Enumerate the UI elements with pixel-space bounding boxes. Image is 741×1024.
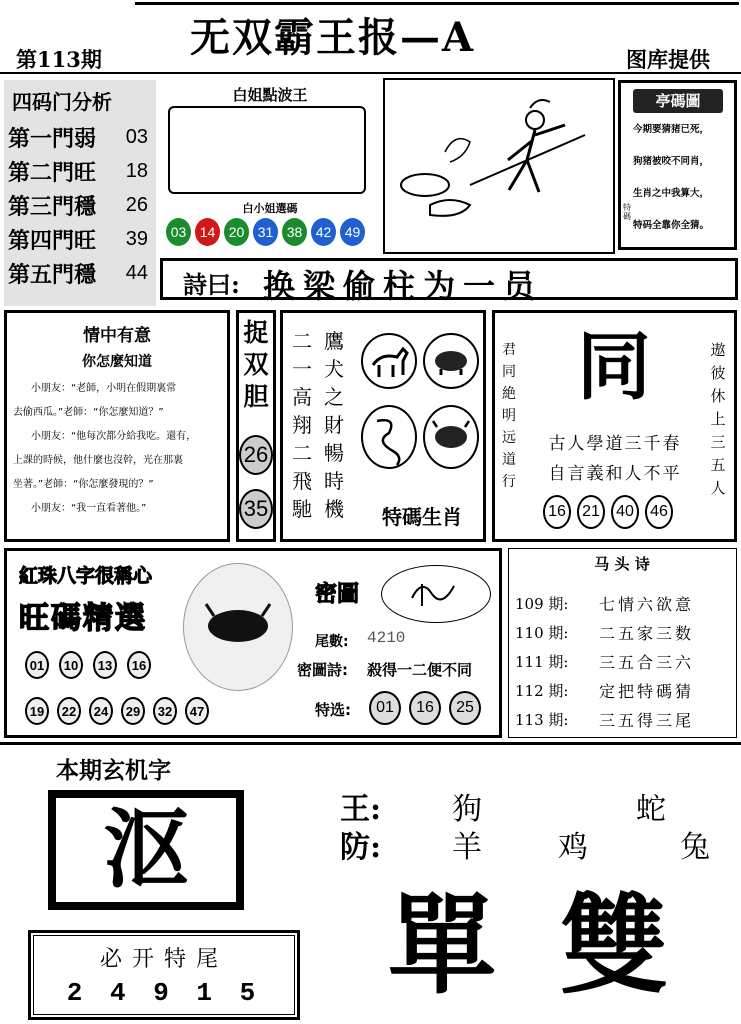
story-line: 小朋友：“老師，小明在假期裏常: [31, 383, 177, 394]
fang-label: 防:: [340, 830, 382, 865]
special-zodiac-panel: [280, 310, 486, 542]
analysis-panel: [4, 80, 156, 306]
tong-line-2: 自言義和人不平: [548, 464, 682, 484]
horse-poem-text: 定把特碼猜: [599, 682, 695, 701]
bai-jie-subtitle: 白小姐選碼: [242, 202, 298, 215]
number-ball: 21: [577, 495, 605, 529]
story-panel: [4, 310, 230, 542]
provider-label: 图库提供: [626, 47, 710, 72]
tail-digit-label: 必开特尾: [99, 947, 228, 972]
secret-code-line: 生肖之中我算大，: [633, 188, 710, 199]
analysis-row: [8, 120, 154, 154]
red-ball-label: 旺碼精選: [19, 601, 147, 636]
story-title: 情中有意: [83, 326, 151, 346]
xuan-ji-char: 沤: [103, 799, 189, 900]
secret-code-panel: [618, 80, 737, 250]
shuang-char: 雙: [560, 883, 669, 1009]
story-line: 坐著。”老師：“你怎麼發現的？”: [13, 479, 154, 490]
gate-label: 第二門旺: [8, 159, 97, 186]
horse-poem-row: [515, 676, 731, 705]
bull-emblem: [183, 563, 293, 691]
gate-value: 44: [125, 261, 148, 284]
tong-panel: [492, 310, 737, 542]
wang-label: 王:: [340, 792, 382, 827]
number-ball: 16: [127, 651, 151, 679]
poem-prefix: 詩曰:: [183, 270, 240, 299]
number-ball: 35: [239, 489, 273, 529]
horse-poem-row: [515, 589, 731, 618]
horse-poem-issue: 113 期:: [515, 711, 569, 729]
fang-item: 鸡: [558, 830, 588, 865]
analysis-list: [8, 120, 154, 290]
analysis-row: [8, 256, 154, 290]
number-ball: 46: [645, 495, 673, 529]
gate-label: 第四門旺: [8, 227, 97, 254]
fang-item: 羊: [452, 830, 482, 865]
mi-tu-poem-text: 殺得一二便不同: [367, 661, 473, 679]
horse-poem-panel: [508, 548, 737, 738]
tail-label: 尾數:: [315, 634, 349, 650]
poem-text: 换梁偷柱为一员: [263, 267, 544, 305]
mi-tu-sketch: [381, 565, 491, 623]
number-ball: 10: [59, 651, 83, 679]
gate-value: 26: [125, 193, 148, 216]
number-ball: 40: [611, 495, 639, 529]
story-line: 小朋友：“他每次都分給我吃。還有，: [31, 431, 197, 442]
number-ball: 01: [369, 691, 401, 725]
analysis-row: [8, 222, 154, 256]
secret-code-line: 狗猪被咬不同肖，: [633, 156, 710, 167]
pig-icon: [423, 333, 479, 389]
bottom-section-rule: [0, 742, 741, 745]
story-body: [13, 379, 227, 523]
horse-poem-text: 二五家三数: [599, 624, 695, 643]
analysis-row: [8, 154, 154, 188]
number-ball: 22: [57, 697, 81, 725]
analysis-title: 四码门分析: [12, 90, 112, 114]
dragon-icon: [361, 405, 417, 469]
secret-code-side: 特碼: [623, 203, 631, 221]
number-ball: 31: [253, 218, 278, 246]
number-ball: 26: [239, 435, 273, 475]
number-ball: 25: [449, 691, 481, 725]
gate-value: 03: [125, 125, 148, 148]
special-pick-label: 特选:: [315, 701, 351, 719]
number-ball: 01: [25, 651, 49, 679]
story-line: 小朋友：“我一直看著他。”: [31, 503, 147, 514]
tong-left-vertical: 君同絶明远道行: [502, 342, 516, 490]
horse-poem-text: 三五合三六: [599, 653, 695, 672]
secret-code-lines: [633, 121, 735, 249]
wang-item: 蛇: [636, 792, 666, 827]
number-ball: 16: [409, 691, 441, 725]
gate-label: 第三門穩: [8, 193, 97, 220]
gate-label: 第一門弱: [8, 125, 97, 152]
number-ball: 42: [311, 218, 336, 246]
secret-code-title: 亭碼圖: [633, 89, 723, 113]
number-ball: 20: [224, 218, 249, 246]
horse-poem-row: [515, 618, 731, 647]
horse-poem-issue: 112 期:: [515, 682, 569, 700]
red-ball-title: 紅珠八字很稱心: [19, 565, 153, 587]
red-ball-row-1: [25, 651, 151, 679]
page-title: 无双霸王报—A: [190, 14, 476, 61]
red-ball-panel: [4, 548, 502, 738]
special-pick-balls: [369, 691, 481, 725]
issue-number: 第113期: [16, 47, 102, 72]
ox-icon: [423, 405, 479, 469]
number-ball: 32: [153, 697, 177, 725]
horse-poem-issue: 110 期:: [515, 624, 569, 642]
wang-row: [340, 784, 730, 827]
horse-poem-text: 三五得三尾: [599, 711, 695, 730]
poem-banner: [160, 258, 738, 305]
horse-poem-row: [515, 647, 731, 676]
number-ball: 19: [25, 697, 49, 725]
header-line: [0, 72, 741, 74]
secret-code-line: 特码全靠你全猜。: [633, 220, 710, 231]
number-ball: 49: [340, 218, 365, 246]
xuan-ji-box: [48, 790, 244, 910]
story-subtitle: 你怎麼知道: [82, 354, 152, 370]
number-ball: 29: [121, 697, 145, 725]
zodiac-col-2: 鷹犬之財暢時機: [324, 329, 344, 521]
tail-value: 4210: [367, 629, 406, 647]
gate-label: 第五門穩: [8, 261, 97, 288]
special-zodiac-label: 特碼生肖: [382, 505, 462, 529]
bai-jie-title: 白姐點波王: [232, 86, 308, 104]
horse-poem-text: 七情六欲意: [599, 595, 695, 614]
header-rule: [135, 2, 739, 5]
analysis-row: [8, 188, 154, 222]
bai-jie-balls: [166, 218, 365, 246]
secret-code-line: 今期要猜猪已死，: [633, 124, 710, 135]
illustration-panel: [383, 78, 615, 254]
horse-poem-issue: 109 期:: [515, 595, 569, 613]
tail-digit-box: [30, 932, 298, 1018]
number-ball: 14: [195, 218, 220, 246]
number-ball: 03: [166, 218, 191, 246]
bai-jie-panel: [160, 80, 380, 256]
mi-tu-title: 密圖: [315, 581, 360, 607]
number-ball: 38: [282, 218, 307, 246]
fang-item: 兔: [680, 830, 710, 865]
gate-value: 18: [125, 159, 148, 182]
number-ball: 47: [185, 697, 209, 725]
tong-balls: [543, 495, 673, 529]
tail-digit-values: 2 4 9 1 5: [66, 978, 262, 1008]
tong-right-vertical: 遨彼休上三五人: [710, 341, 726, 497]
dan-char: 單: [388, 883, 497, 1009]
red-ball-row-2: [25, 697, 209, 725]
number-ball: 13: [93, 651, 117, 679]
catch-double-panel: [236, 310, 276, 542]
horse-poem-title: 马 头 诗: [594, 555, 650, 573]
story-line: 去偷西瓜。”老師：“你怎麼知道？”: [13, 407, 164, 418]
number-ball: 16: [543, 495, 571, 529]
horse-poem-issue: 111 期:: [515, 653, 569, 671]
horse-poem-row: [515, 705, 731, 734]
mi-tu-poem-label: 密圖詩:: [297, 661, 348, 679]
horse-poem-list: [515, 589, 731, 734]
gate-value: 39: [125, 227, 148, 250]
tong-big-char: 同: [577, 324, 651, 410]
story-line: 上課的時候，他什麼也沒幹，光在那裏: [13, 455, 183, 466]
zodiac-col-1: 二一高翔二飛馳: [292, 329, 312, 521]
catch-double-title: 捉双胆: [243, 318, 269, 411]
horse-icon: [361, 333, 417, 389]
bai-jie-box: [168, 106, 366, 194]
warrior-illustration: [385, 80, 613, 252]
xuan-ji-title: 本期玄机字: [56, 757, 171, 784]
tong-line-1: 古人學道三千春: [548, 434, 682, 454]
wang-item: 狗: [452, 792, 482, 827]
number-ball: 24: [89, 697, 113, 725]
fang-row: [340, 822, 730, 865]
